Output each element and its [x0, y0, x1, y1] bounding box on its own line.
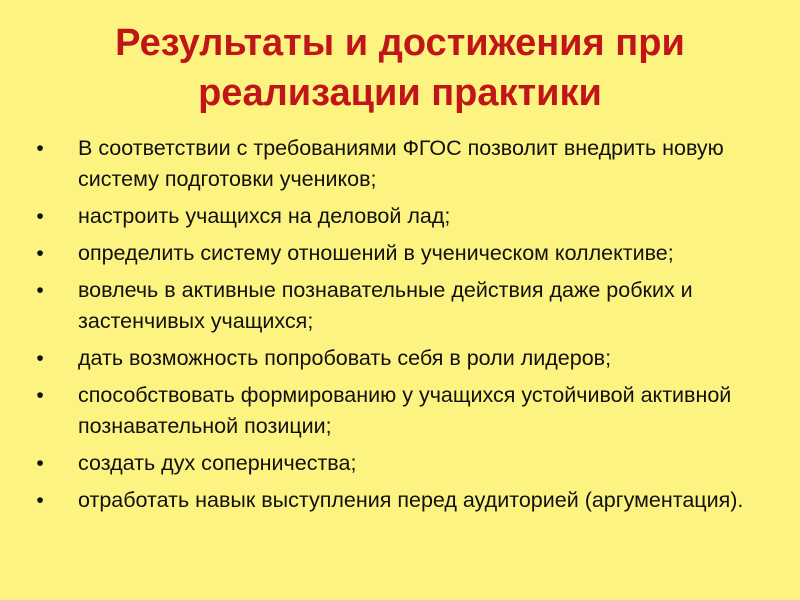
bullet-text: настроить учащихся на деловой лад;: [78, 204, 451, 228]
bullet-item: [32, 275, 772, 337]
bullet-icon: •: [36, 452, 44, 475]
bullet-text: вовлечь в активные познавательные действия даже робких и застенчивых учащихся;: [78, 278, 693, 333]
bullet-icon: •: [36, 137, 44, 160]
bullet-item: [32, 133, 772, 195]
bullet-list: [32, 133, 772, 522]
bullet-item: [32, 238, 772, 269]
bullet-item: [32, 201, 772, 232]
bullet-text: способствовать формированию у учащихся устойчивой активной познавательной позиции;: [78, 383, 732, 438]
bullet-text: В соответствии с требованиями ФГОС позволит внедрить новую систему подготовки учеников;: [78, 136, 724, 191]
bullet-icon: •: [36, 205, 44, 228]
bullet-text: отработать навык выступления перед аудиторией (аргументация).: [78, 488, 744, 512]
bullet-text: дать возможность попробовать себя в роли лидеров;: [78, 346, 612, 370]
bullet-icon: •: [36, 242, 44, 265]
slide-title-line-1: Результаты и достижения при: [115, 22, 685, 64]
bullet-icon: •: [36, 384, 44, 407]
slide-title: [40, 18, 760, 118]
slide-title-line-2: реализации практики: [198, 72, 602, 114]
bullet-icon: •: [36, 347, 44, 370]
bullet-icon: •: [36, 279, 44, 302]
bullet-item: [32, 448, 772, 479]
bullet-item: [32, 343, 772, 374]
bullet-item: [32, 485, 772, 516]
bullet-text: определить систему отношений в ученическом коллективе;: [78, 241, 674, 265]
bullet-text: создать дух соперничества;: [78, 451, 357, 475]
bullet-item: [32, 380, 772, 442]
bullet-icon: •: [36, 489, 44, 512]
